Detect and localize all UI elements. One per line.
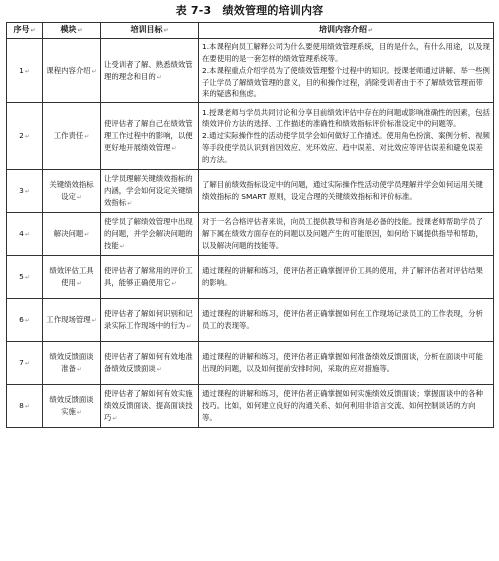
- row-goal: 让学员理解关键绩效指标的内涵，学会如何设定关键绩效指标↵: [101, 170, 199, 213]
- table-row: [7, 103, 494, 170]
- row-goal: 使评估者了解如何有效实施绩效反馈面谈、提高面谈技巧↵: [101, 385, 199, 428]
- row-goal: 使学员了解绩效管理中出现的问题，并学会解决问题的技能↵: [101, 213, 199, 256]
- table-row: [7, 385, 494, 428]
- row-content: [199, 170, 494, 213]
- content-paragraph: 1.授课老师与学员共同讨论和分享目前绩效评估中存在的问题或影响准确性的因素，包括绩效评价方法的选择、工作描述的准确性和绩效指标评价标准设定中的问题等。: [202, 107, 490, 129]
- row-module: 课程内容介绍↵: [43, 39, 101, 103]
- row-content: [199, 256, 494, 299]
- row-index: 3↵: [7, 170, 43, 213]
- row-module: 绩效反馈面谈准备↵: [43, 342, 101, 385]
- header-content: 培训内容介绍↵: [199, 23, 494, 39]
- table-row: [7, 213, 494, 256]
- row-module: 绩效评估工具使用↵: [43, 256, 101, 299]
- row-goal: 使评估者了解如何识别和记录实际工作现场中的行为↵: [101, 299, 199, 342]
- row-index: 8↵: [7, 385, 43, 428]
- row-content: [199, 385, 494, 428]
- table-header-row: [7, 23, 494, 39]
- content-paragraph: 通过课程的讲解和练习，使评估者正确掌握如何在工作现场记录员工的工作表现，分析员工的表现等。: [202, 309, 483, 331]
- row-index: 6↵: [7, 299, 43, 342]
- table-row: [7, 170, 494, 213]
- training-content-table: [6, 22, 494, 428]
- content-paragraph: 2.通过实际操作性的活动使学员学会如何做好工作描述。使用角色扮演、案例分析、视频等手段使学员认识到首因效应、光环效应、趋中误差、对比效应等评估误差和避免误差的方法。: [202, 131, 490, 164]
- content-paragraph: 1.本课程向员工解释公司为什么要使用绩效管理系统，目的是什么，有什么用途，以及现在要使用的是一套怎样的绩效管理系统等。: [202, 42, 490, 63]
- row-module: 工作责任↵: [43, 103, 101, 170]
- table-row: [7, 39, 494, 103]
- row-content: [199, 39, 494, 103]
- row-content: [199, 103, 494, 170]
- row-goal: 使评估者了解常用的评价工具，能够正确使用它↵: [101, 256, 199, 299]
- row-module: 绩效反馈面谈实施↵: [43, 385, 101, 428]
- content-paragraph: 通过课程的讲解和练习，使评估者正确掌握评价工具的使用，并了解评估者对评估结果的影响。: [202, 266, 483, 288]
- row-index: 1↵: [7, 39, 43, 103]
- content-paragraph: 通过课程的讲解和练习，使评估者正确掌握如何实施绩效反馈面谈；掌握面谈中的各种技巧。比如，如何建立良好的沟通关系、如何利用非语言交流、如何控制谈话的方向等。: [202, 389, 483, 423]
- content-paragraph: 对于一名合格评估者来说，向员工提供教导和咨询是必备的技能。授课老师帮助学员了解下属在绩效方面存在的问题以及问题产生的可能原因，如何给下属提供指导和帮助，以及解决问题的技能等。: [202, 217, 483, 251]
- content-paragraph: 了解目前绩效指标设定中的问题，通过实际操作性活动使学员理解并学会如何运用关键绩效指标的 SMART 原则，设定合理的关键绩效指标和评价标准。: [202, 180, 483, 202]
- header-goal: 培训目标↵: [101, 23, 199, 39]
- row-module: 解决问题↵: [43, 213, 101, 256]
- table-row: [7, 256, 494, 299]
- row-index: 5↵: [7, 256, 43, 299]
- row-goal: 使评估者了解自己在绩效管理工作过程中的影响，以便更好地开展绩效管理↵: [101, 103, 199, 170]
- row-goal: 让受训者了解、熟悉绩效管理的理念和目的↵: [101, 39, 199, 103]
- header-module: 模块↵: [43, 23, 101, 39]
- table-row: [7, 342, 494, 385]
- content-paragraph: 2.本课程重点介绍学员为了使绩效管理整个过程中的知识。授课老师通过讲解、举一些例子让学员了解绩效管理的意义，目的和操作过程，消除受训者由于不了解绩效管理而带来的疑惑和焦虑。: [202, 65, 490, 99]
- header-index: 序号↵: [7, 23, 43, 39]
- content-paragraph: 通过课程的讲解和练习，使评估者正确掌握如何准备绩效反馈面谈，分析在面谈中可能出现的问题，以及如何提前安排时间，采取的应对措施等。: [202, 352, 483, 374]
- row-index: 7↵: [7, 342, 43, 385]
- row-content: [199, 299, 494, 342]
- row-index: 2↵: [7, 103, 43, 170]
- table-title: 表 7-3 绩效管理的培训内容: [175, 4, 324, 17]
- table-body: [7, 39, 494, 428]
- row-index: 4↵: [7, 213, 43, 256]
- row-content: [199, 342, 494, 385]
- row-goal: 使评估者了解如何有效地准备绩效反馈面谈↵: [101, 342, 199, 385]
- table-row: [7, 299, 494, 342]
- row-module: 工作现场管理↵: [43, 299, 101, 342]
- row-content: [199, 213, 494, 256]
- row-module: 关键绩效指标设定↵: [43, 170, 101, 213]
